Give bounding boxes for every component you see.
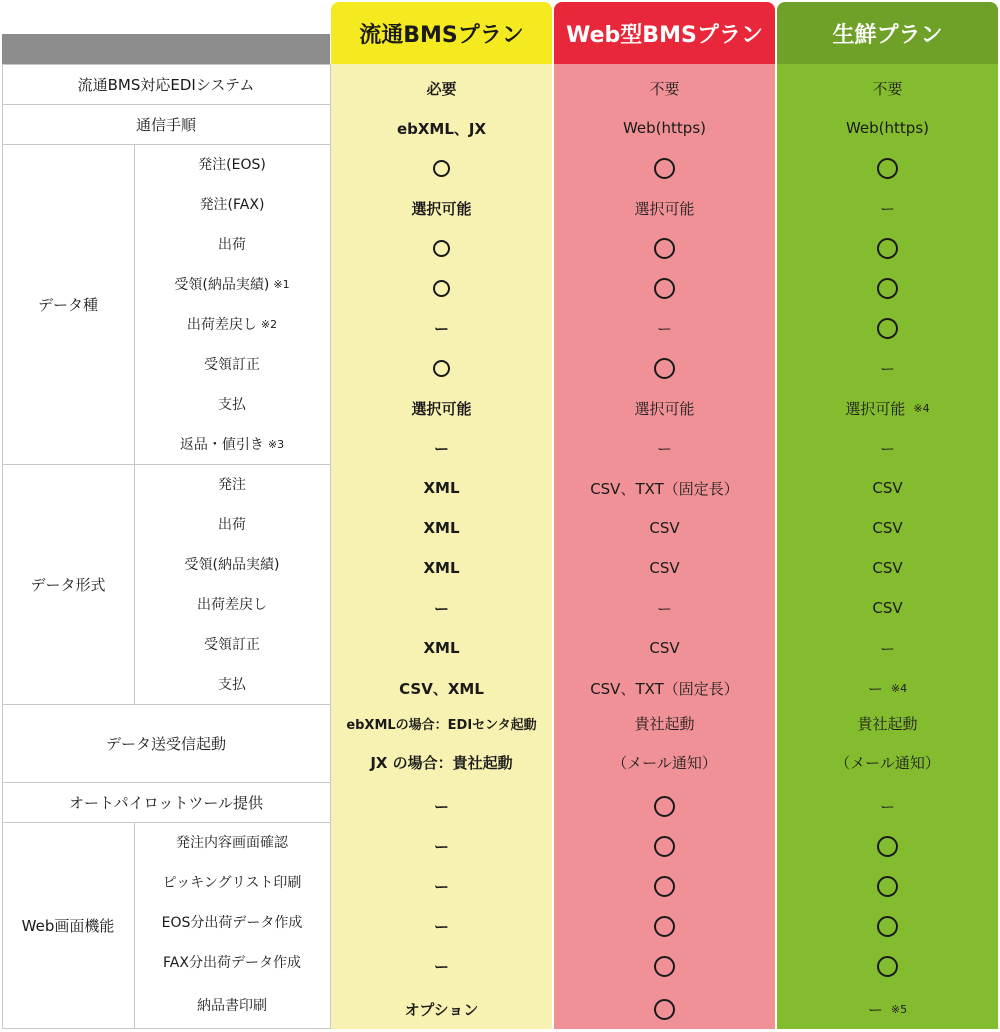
- value-cell-col3: [777, 508, 998, 548]
- cell-text: CSV、TXT（固定長）: [590, 679, 739, 698]
- row-label-text: 納品書印刷: [197, 998, 267, 1014]
- row-label-text: 発注(FAX): [199, 197, 265, 213]
- cell-text: 選択可能: [411, 399, 472, 418]
- cell-text: CSV: [872, 599, 903, 617]
- cell-text: ー: [656, 599, 672, 618]
- row-label: [134, 504, 330, 544]
- row-label-text: 支払: [218, 397, 246, 413]
- value-cell-col2: [554, 786, 775, 826]
- row-label: [134, 664, 330, 704]
- cell-text: 必要: [426, 79, 457, 98]
- row-label-text: 出荷差戻し: [186, 317, 257, 333]
- circle-mark-icon: [877, 876, 898, 897]
- value-cell-col2: [554, 548, 775, 588]
- cell-text: 選択可能: [634, 399, 695, 418]
- value-cell-col2: [554, 588, 775, 628]
- row-label: [134, 942, 330, 982]
- circle-mark-icon: [654, 876, 675, 897]
- value-cell-col1: [331, 508, 552, 548]
- cell-text: ー: [879, 439, 895, 458]
- value-cell-col2: [554, 68, 775, 108]
- value-cell-col3: [777, 704, 998, 782]
- row-label: [134, 982, 330, 1028]
- circle-mark-icon: [654, 358, 675, 379]
- value-cell-col3: [777, 468, 998, 508]
- row-label-text: 受領(納品実績): [184, 557, 280, 573]
- value-cell-col1: [331, 228, 552, 268]
- cell-text: CSV: [649, 559, 680, 577]
- value-cell-col2: [554, 268, 775, 308]
- row-label: [134, 304, 330, 344]
- circle-mark-icon: [654, 836, 675, 857]
- value-cell-col1: [331, 68, 552, 108]
- value-cell-col3: [777, 548, 998, 588]
- value-cell-col1: [331, 946, 552, 986]
- value-cell-col3: [777, 588, 998, 628]
- value-cell-col2: [554, 866, 775, 906]
- value-cell-col1: [331, 548, 552, 588]
- cell-text: ー: [433, 439, 449, 458]
- cell-text: CSV、TXT（固定長）: [590, 479, 739, 498]
- cell-text: CSV: [872, 559, 903, 577]
- value-cell-col3: [777, 428, 998, 468]
- row-label-text: 発注: [218, 477, 246, 493]
- circle-mark-icon: [654, 796, 675, 817]
- cell-text: ー: [867, 679, 883, 698]
- value-cell-col3: [777, 228, 998, 268]
- value-cell-col3: [777, 668, 998, 708]
- row-label: [134, 624, 330, 664]
- circle-mark-icon: [654, 916, 675, 937]
- footnote-mark: ※5: [890, 1002, 908, 1016]
- row-divider: [2, 1028, 330, 1029]
- cell-text: CSV、XML: [399, 679, 484, 698]
- circle-mark-icon: [433, 280, 450, 297]
- value-cell-col1: [331, 428, 552, 468]
- footnote-mark: ※2: [260, 317, 278, 331]
- row-label: [2, 104, 330, 144]
- value-cell-col2: [554, 308, 775, 348]
- table-left-border: [2, 64, 3, 1029]
- cell-text: 貴社起動: [634, 715, 695, 733]
- cell-text: XML: [423, 479, 460, 497]
- circle-mark-icon: [654, 278, 675, 299]
- circle-mark-icon: [877, 158, 898, 179]
- row-label: [134, 144, 330, 184]
- circle-mark-icon: [433, 160, 450, 177]
- row-label-text: 受領訂正: [204, 357, 260, 373]
- cell-text: CSV: [649, 519, 680, 537]
- value-cell-col3: [777, 866, 998, 906]
- cell-text: Web(https): [622, 119, 706, 137]
- row-label-text: 発注内容画面確認: [176, 835, 288, 851]
- value-cell-col3: [777, 68, 998, 108]
- circle-mark-icon: [877, 278, 898, 299]
- row-label: [2, 704, 330, 782]
- footnote-mark: ※4: [913, 401, 930, 415]
- value-cell-col1: [331, 148, 552, 188]
- value-cell-col2: [554, 148, 775, 188]
- cell-text: ebXMLの場合：EDIセンタ起動: [346, 717, 537, 733]
- value-cell-col3: [777, 906, 998, 946]
- row-label: [134, 384, 330, 424]
- cell-text: ー: [867, 1000, 883, 1019]
- circle-mark-icon: [433, 360, 450, 377]
- value-cell-col3: [777, 986, 998, 1032]
- row-label: [134, 344, 330, 384]
- value-cell-col2: [554, 668, 775, 708]
- cell-text: ー: [433, 917, 449, 936]
- cell-text: XML: [423, 639, 460, 657]
- value-cell-col2: [554, 986, 775, 1032]
- cell-text: ー: [879, 639, 895, 658]
- value-cell-col3: [777, 308, 998, 348]
- value-cell-col1: [331, 188, 552, 228]
- row-label-text: EOS分出荷データ作成: [161, 915, 303, 931]
- header-gray-bar: [2, 34, 330, 64]
- value-cell-col1: [331, 628, 552, 668]
- header-distribution-bms-plan: 流通BMSプラン: [331, 2, 552, 64]
- row-label-text: オートパイロットツール提供: [68, 793, 264, 812]
- value-cell-col2: [554, 468, 775, 508]
- footnote-mark: ※1: [273, 277, 290, 291]
- row-label-text: 出荷: [218, 237, 246, 253]
- row-label: [134, 544, 330, 584]
- cell-text: 不要: [649, 79, 680, 98]
- value-cell-col2: [554, 108, 775, 148]
- header-fresh-plan: 生鮮プラン: [777, 2, 998, 64]
- circle-mark-icon: [877, 916, 898, 937]
- value-cell-col2: [554, 508, 775, 548]
- value-cell-col1: [331, 468, 552, 508]
- value-cell-col1: [331, 108, 552, 148]
- row-label-text: 出荷: [218, 517, 246, 533]
- value-cell-col1: [331, 588, 552, 628]
- cell-text: ー: [433, 837, 449, 856]
- row-label: [134, 184, 330, 224]
- value-cell-col1: [331, 308, 552, 348]
- value-cell-col3: [777, 268, 998, 308]
- row-label: [134, 584, 330, 624]
- cell-text: ー: [879, 797, 895, 816]
- section-label-data-format: データ形式: [30, 575, 106, 594]
- value-cell-col3: [777, 348, 998, 388]
- row-label-text: FAX分出荷データ作成: [163, 955, 301, 971]
- cell-text: ー: [656, 319, 672, 338]
- row-label-text: 返品・値引き: [179, 437, 264, 453]
- circle-mark-icon: [877, 836, 898, 857]
- cell-text: CSV: [649, 639, 680, 657]
- cell-text: XML: [423, 519, 460, 537]
- cell-text: ー: [433, 877, 449, 896]
- cell-text: ー: [656, 439, 672, 458]
- row-label: [134, 424, 330, 464]
- value-cell-col2: [554, 946, 775, 986]
- cell-text: CSV: [872, 519, 903, 537]
- row-label-text: 出荷差戻し: [197, 597, 267, 613]
- value-cell-col1: [331, 268, 552, 308]
- cell-text: 貴社起動: [857, 715, 918, 733]
- section-label-web-functions: Web画面機能: [21, 916, 115, 935]
- value-cell-col1: [331, 986, 552, 1032]
- value-cell-col1: [331, 866, 552, 906]
- row-label-text: 通信手順: [135, 115, 196, 134]
- header-web-bms-plan: Web型BMSプラン: [554, 2, 775, 64]
- cell-text: ebXML、JX: [396, 119, 487, 138]
- value-cell-col2: [554, 906, 775, 946]
- circle-mark-icon: [433, 240, 450, 257]
- value-cell-col3: [777, 628, 998, 668]
- value-cell-col1: [331, 826, 552, 866]
- row-label-text: 発注(EOS): [198, 157, 266, 173]
- row-label: [134, 224, 330, 264]
- cell-text: XML: [423, 559, 460, 577]
- value-cell-col3: [777, 946, 998, 986]
- circle-mark-icon: [877, 956, 898, 977]
- value-cell-col3: [777, 188, 998, 228]
- cell-text: （メール通知）: [835, 754, 940, 772]
- cell-text: オプション: [404, 1000, 479, 1019]
- circle-mark-icon: [654, 238, 675, 259]
- cell-text: 選択可能: [845, 399, 906, 418]
- cell-text: JX の場合：貴社起動: [370, 753, 513, 772]
- circle-mark-icon: [654, 999, 675, 1020]
- circle-mark-icon: [877, 238, 898, 259]
- cell-text: ー: [433, 957, 449, 976]
- value-cell-col2: [554, 628, 775, 668]
- cell-text: ー: [879, 359, 895, 378]
- value-cell-col1: [331, 906, 552, 946]
- value-cell-col2: [554, 388, 775, 428]
- row-label-text: 流通BMS対応EDIシステム: [77, 75, 255, 94]
- row-label: [134, 464, 330, 504]
- value-cell-col2: [554, 704, 775, 782]
- value-cell-col3: [777, 826, 998, 866]
- row-label: [134, 862, 330, 902]
- circle-mark-icon: [654, 158, 675, 179]
- row-label: [134, 822, 330, 862]
- row-label: [2, 64, 330, 104]
- value-cell-col1: [331, 388, 552, 428]
- row-label-text: 受領(納品実績): [174, 277, 270, 293]
- cell-text: CSV: [872, 479, 903, 497]
- row-label-text: 支払: [218, 677, 246, 693]
- cell-text: （メール通知）: [612, 754, 717, 772]
- row-label-text: 受領訂正: [204, 637, 260, 653]
- row-label: [2, 782, 330, 822]
- row-label: [134, 902, 330, 942]
- cell-text: 選択可能: [634, 199, 695, 218]
- section-label-data-type: データ種: [37, 295, 98, 314]
- value-cell-col1: [331, 704, 552, 782]
- cell-text: 選択可能: [411, 199, 472, 218]
- circle-mark-icon: [877, 318, 898, 339]
- footnote-mark: ※3: [267, 437, 285, 451]
- value-cell-col3: [777, 388, 998, 428]
- cell-text: 不要: [872, 79, 903, 98]
- cell-text: ー: [433, 797, 449, 816]
- value-cell-col2: [554, 348, 775, 388]
- cell-text: ー: [433, 599, 449, 618]
- value-cell-col3: [777, 148, 998, 188]
- value-cell-col1: [331, 786, 552, 826]
- value-cell-col2: [554, 188, 775, 228]
- cell-text: ー: [433, 319, 449, 338]
- circle-mark-icon: [654, 956, 675, 977]
- value-cell-col2: [554, 428, 775, 468]
- row-label-text: ピッキングリスト印刷: [162, 875, 302, 891]
- value-cell-col2: [554, 826, 775, 866]
- value-cell-col3: [777, 786, 998, 826]
- cell-text: ー: [879, 199, 895, 218]
- footnote-mark: ※4: [890, 681, 908, 695]
- cell-text: Web(https): [845, 119, 929, 137]
- value-cell-col1: [331, 668, 552, 708]
- value-cell-col3: [777, 108, 998, 148]
- row-label: [134, 264, 330, 304]
- value-cell-col1: [331, 348, 552, 388]
- value-cell-col2: [554, 228, 775, 268]
- row-label-text: データ送受信起動: [105, 734, 226, 753]
